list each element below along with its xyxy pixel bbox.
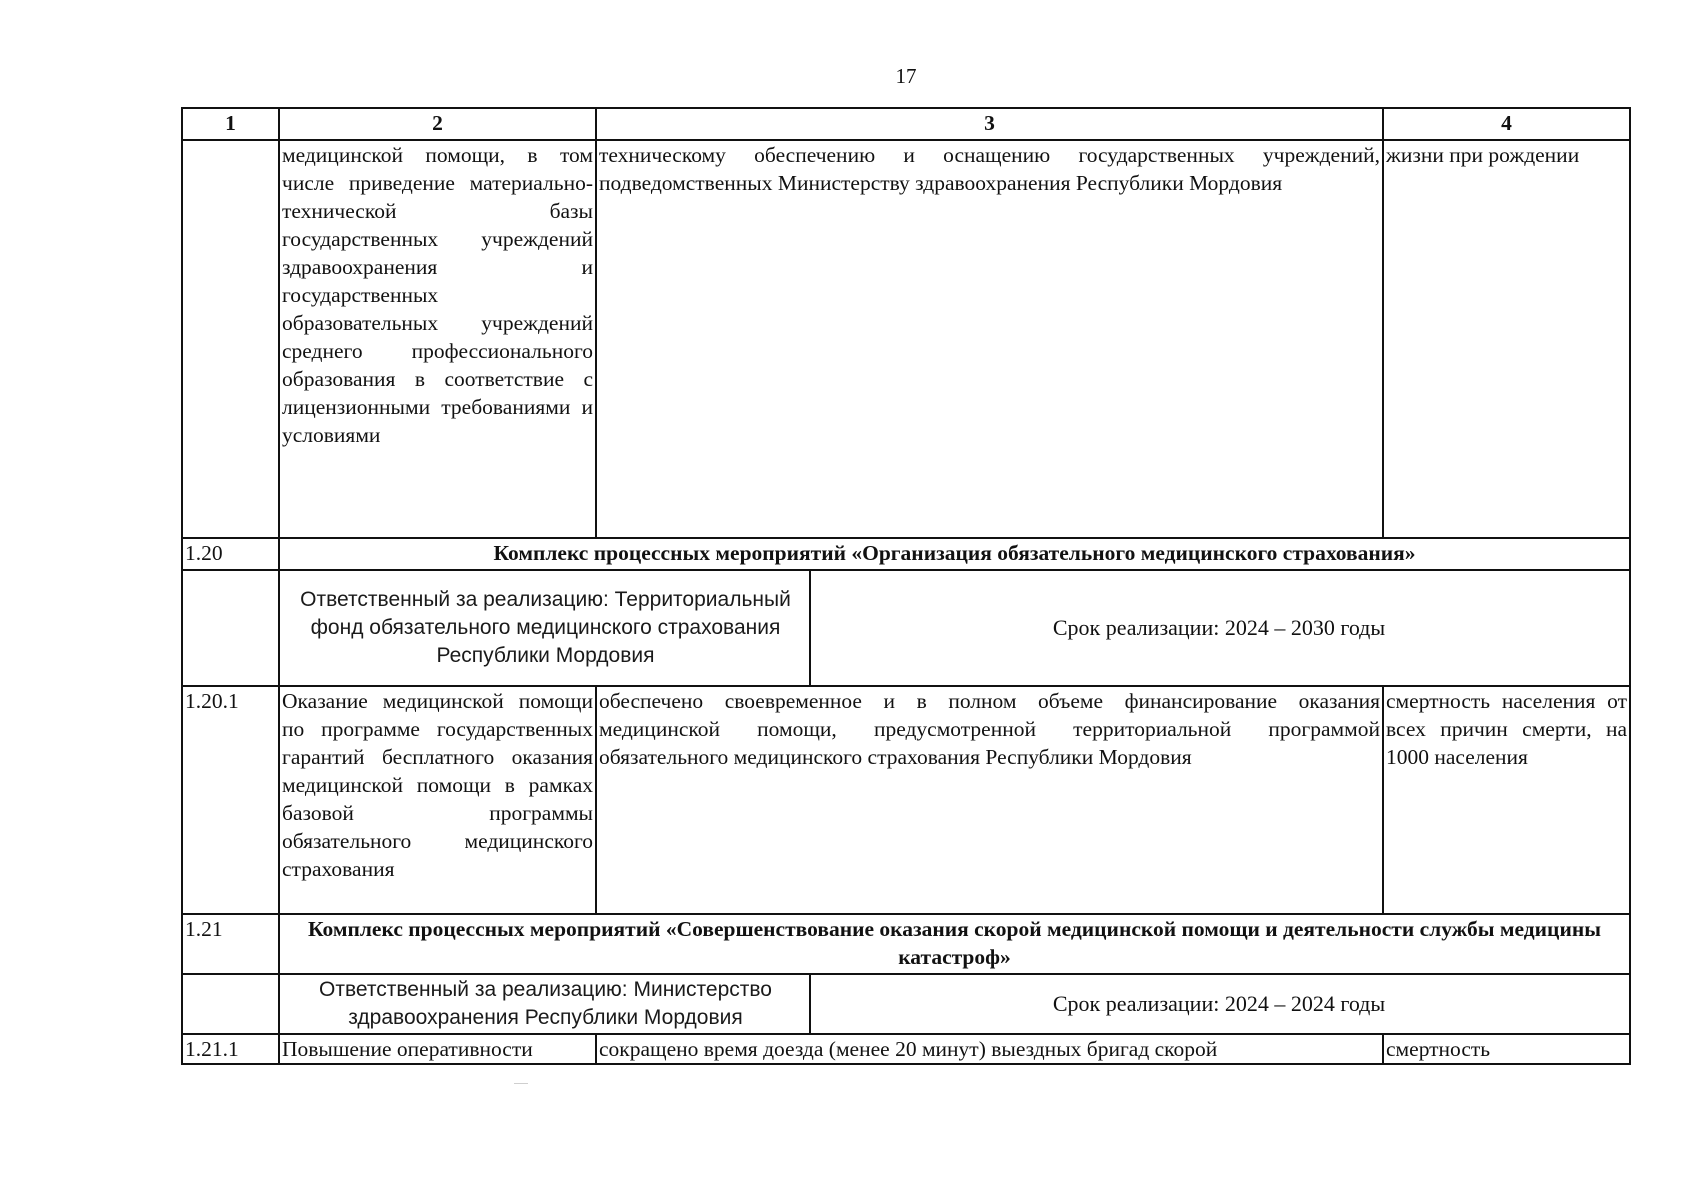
table-row	[182, 1034, 1630, 1064]
complex-meta-table	[282, 975, 1627, 1033]
complex-meta-row	[182, 974, 1630, 1034]
table-row	[182, 140, 1630, 538]
complex-title-row	[182, 914, 1630, 974]
row-number-cell: 1.21.1	[182, 1034, 279, 1064]
complex-number: 1.21	[182, 914, 279, 974]
complex-meta-cell	[279, 570, 1630, 686]
header-col-1: 1	[182, 108, 279, 140]
responsible-executor: Ответственный за реализацию: Министерство здравоохранения Республики Мордовия	[282, 975, 810, 1033]
measures-table	[181, 107, 1631, 1065]
implementation-term: Срок реализации: 2024 – 2030 годы	[1052, 615, 1386, 640]
header-col-2: 2	[279, 108, 596, 140]
indicator-cell: смертность населения от всех причин смерти, на 1000 населения	[1383, 686, 1630, 914]
measure-name-cell: медицинской помощи, в том числе приведение материально-технической базы государственных учреждений здравоохранения и государственных образовательных учреждений среднего профессионального образования в соответствие с лицензионными требованиями и условиями	[279, 140, 596, 538]
table-header-row	[182, 108, 1630, 140]
measure-name-cell: Повышение оперативности	[279, 1034, 596, 1064]
result-cell: сокращено время доезда (менее 20 минут) выездных бригад скорой	[596, 1034, 1383, 1064]
complex-title-row	[182, 538, 1630, 570]
measure-name-cell: Оказание медицинской помощи по программе государственных гарантий бесплатного оказания медицинской помощи в рамках базовой программы обязательного медицинского страхования	[279, 686, 596, 914]
complex-meta-cell	[279, 974, 1630, 1034]
row-number-cell	[182, 140, 279, 538]
indicator-cell: жизни при рождении	[1383, 140, 1630, 538]
empty-number-cell	[182, 570, 279, 686]
implementation-term: Срок реализации: 2024 – 2024 годы	[1052, 991, 1386, 1016]
responsible-executor: Ответственный за реализацию: Территориальный фонд обязательного медицинского страхования Республики Мордовия	[282, 571, 810, 685]
result-cell: техническому обеспечению и оснащению государственных учреждений, подведомственных Министерству здравоохранения Республики Мордовия	[596, 140, 1383, 538]
complex-meta-row	[182, 570, 1630, 686]
table-row	[182, 686, 1630, 914]
complex-title: Комплекс процессных мероприятий «Организация обязательного медицинского страхования»	[279, 538, 1630, 570]
empty-number-cell	[182, 974, 279, 1034]
complex-meta-table	[282, 571, 1627, 685]
indicator-cell: смертность	[1383, 1034, 1630, 1064]
row-number-cell: 1.20.1	[182, 686, 279, 914]
header-col-4: 4	[1383, 108, 1630, 140]
header-col-3: 3	[596, 108, 1383, 140]
result-cell: обеспечено своевременное и в полном объеме финансирование оказания медицинской помощи, предусмотренной территориальной программой обязательного медицинского страхования Республики Мордовия	[596, 686, 1383, 914]
complex-number: 1.20	[182, 538, 279, 570]
scan-artifact-line	[514, 1083, 528, 1084]
complex-title: Комплекс процессных мероприятий «Совершенствование оказания скорой медицинской помощи и деятельности службы медицины катастроф»	[279, 914, 1630, 974]
page-number: 17	[895, 64, 917, 88]
